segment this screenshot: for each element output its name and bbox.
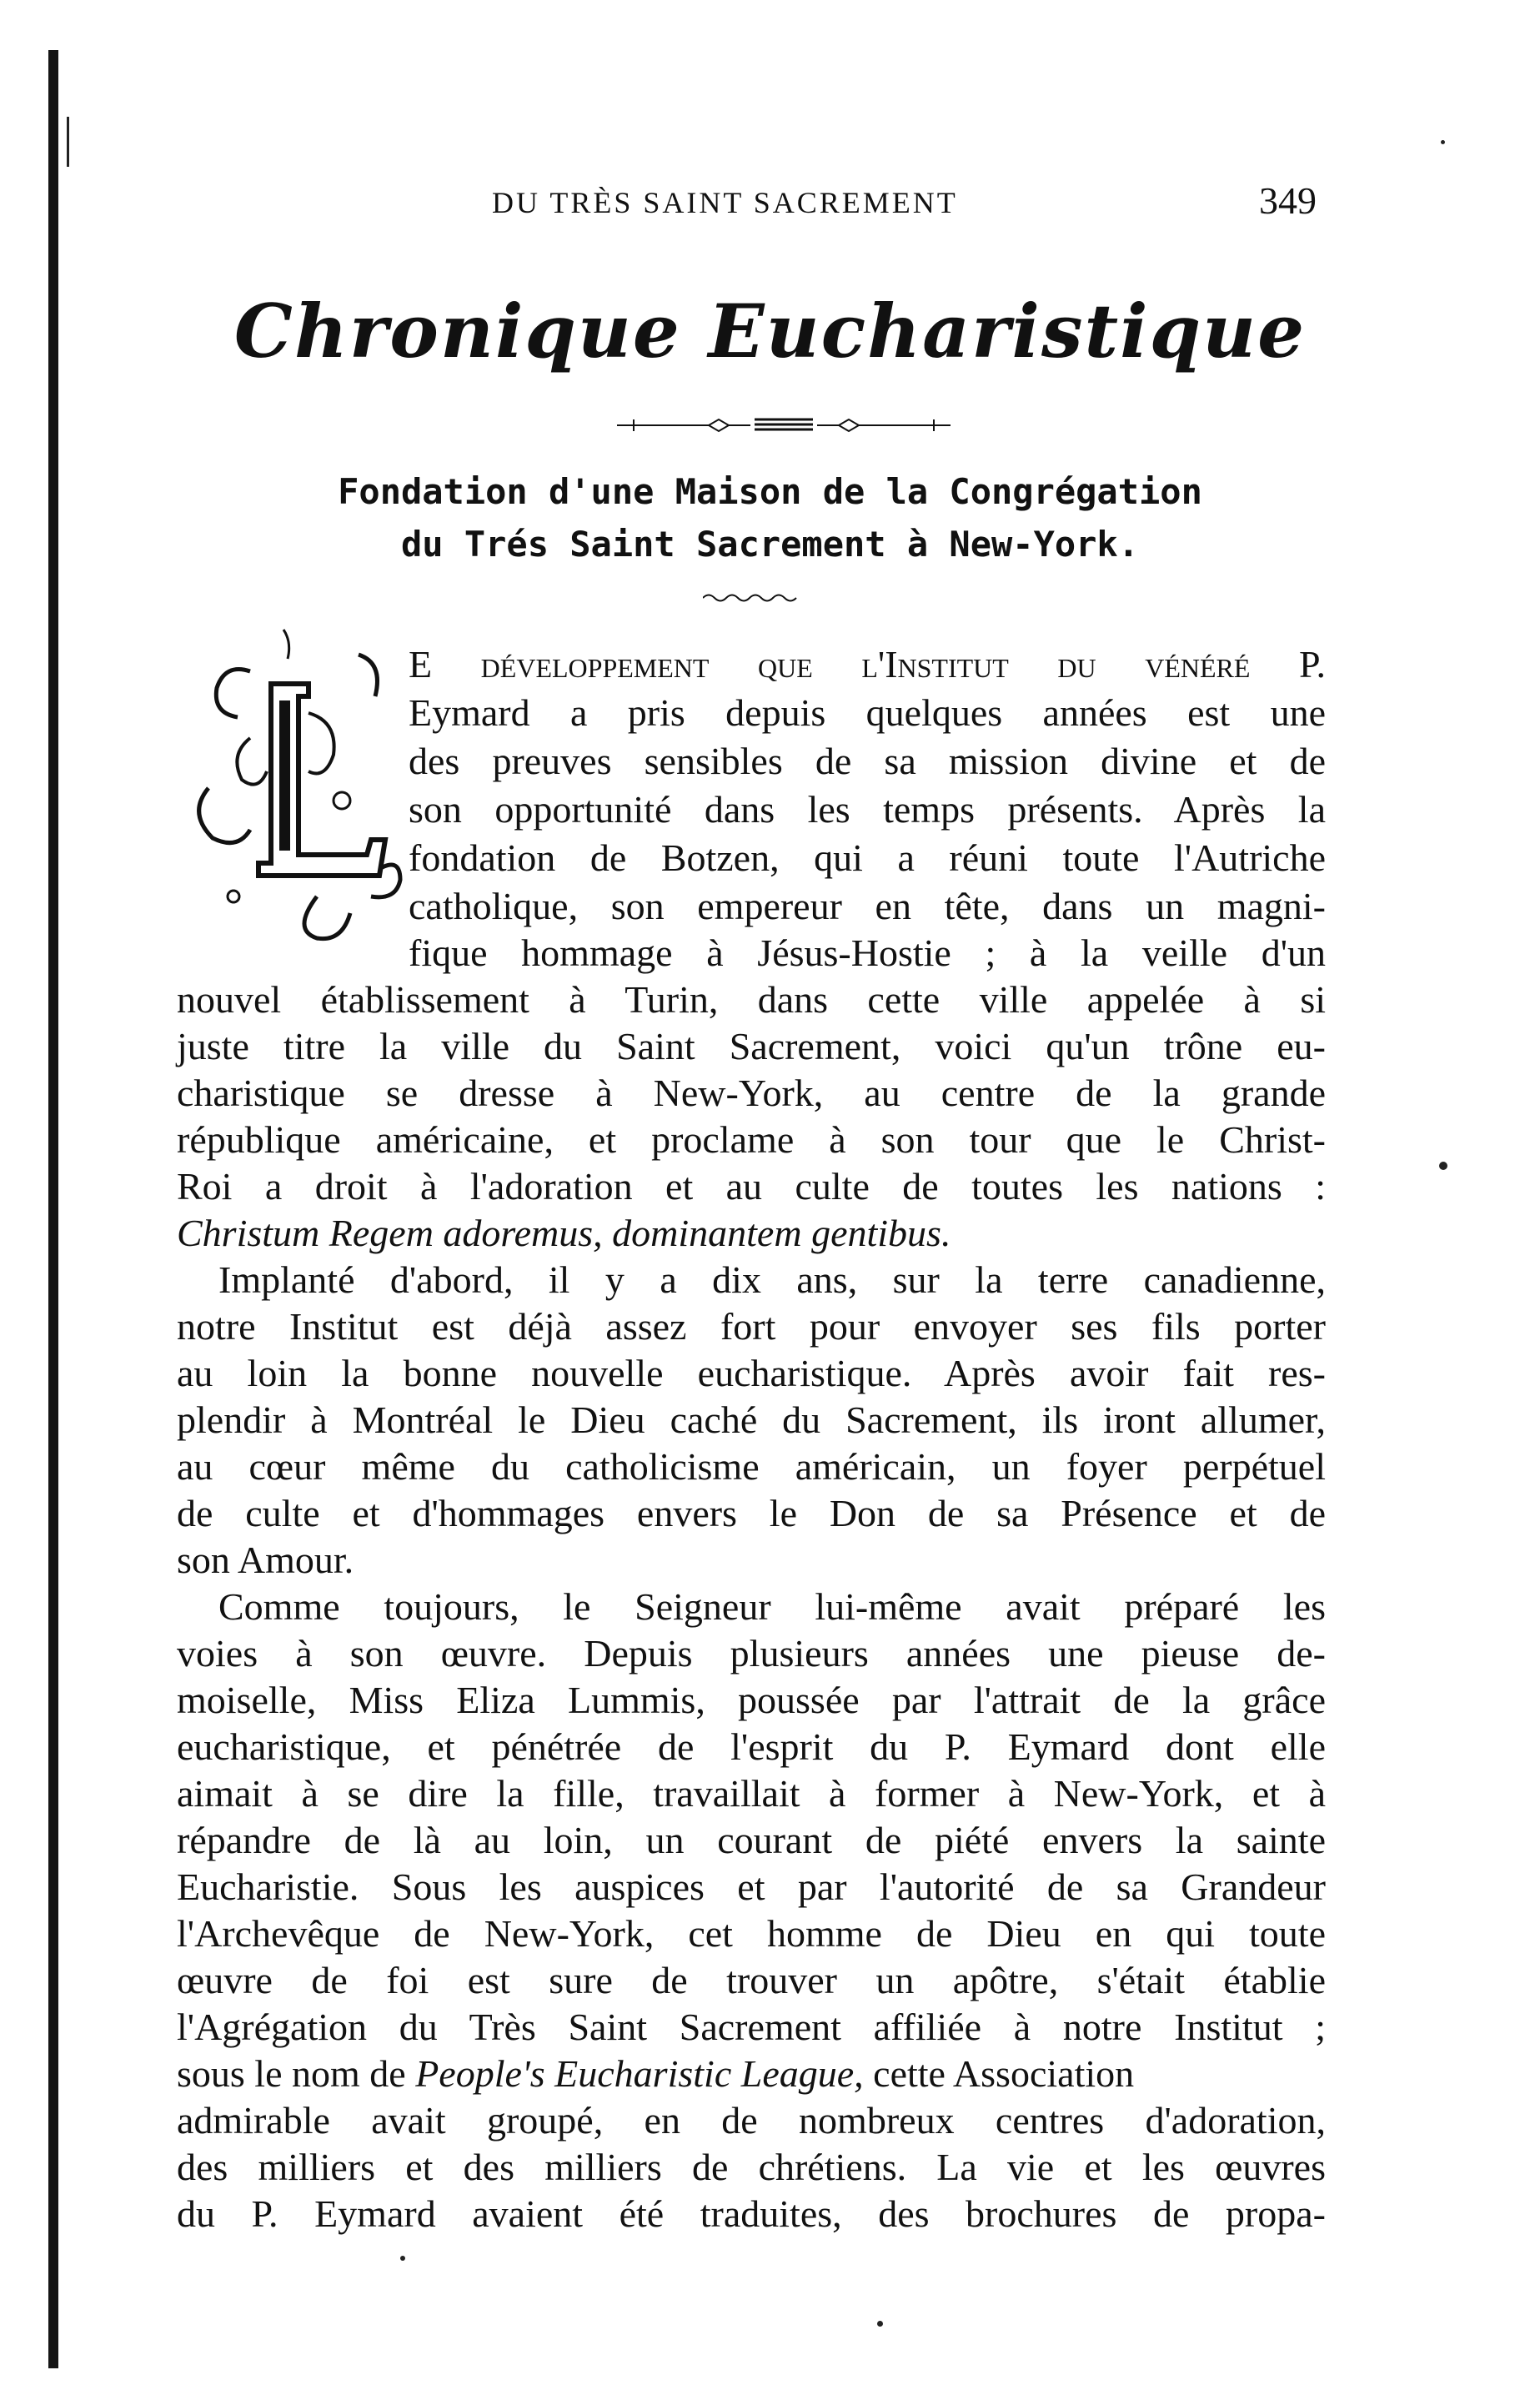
text-line: sous le nom de People's Eucharistic League, cette Association <box>177 2052 1135 2095</box>
title-ornament <box>617 413 951 438</box>
text-line: moiselle, Miss Eliza Lummis, poussée par l'attrait de la grâce <box>177 1679 1326 1721</box>
text-line: Eucharistie. Sous les auspices et par l'autorité de sa Grandeur <box>177 1865 1326 1908</box>
text-line: Comme toujours, le Seigneur lui-même avait préparé les <box>218 1585 1326 1628</box>
section-title: Chronique Eucharistique <box>233 288 1307 374</box>
subtitle-line-1: Fondation d'une Maison de la Congrégation <box>338 471 1202 512</box>
text-line: charistique se dresse à New-York, au centre de la grande <box>177 1072 1326 1114</box>
text-line: catholique, son empereur en tête, dans un magni- <box>409 885 1326 927</box>
text-line: république américaine, et proclame à son tour que le Christ- <box>177 1118 1326 1161</box>
page-number: 349 <box>1259 179 1317 222</box>
text-line: du P. Eymard avaient été traduites, des brochures de propa- <box>177 2192 1326 2235</box>
text-line: fondation de Botzen, qui a réuni toute l'Autriche <box>409 836 1326 879</box>
binding-mark <box>67 117 69 167</box>
scan-speck <box>400 2256 405 2261</box>
text-line: son Amour. <box>177 1539 354 1581</box>
scan-speck <box>1441 140 1445 144</box>
divider-squiggle <box>703 592 799 604</box>
running-head: DU TRÈS SAINT SACREMENT <box>492 186 958 219</box>
text-line: Roi a droit à l'adoration et au culte de toutes les nations : <box>177 1165 1326 1208</box>
text-line: l'Archevêque de New-York, cet homme de Dieu en qui toute <box>177 1912 1326 1955</box>
text-line: l'Agrégation du Très Saint Sacrement affiliée à notre Institut ; <box>177 2006 1326 2048</box>
text-line: aimait à se dire la fille, travaillait à former à New-York, et à <box>177 1772 1326 1815</box>
binding-edge <box>48 50 58 2368</box>
text-line: au cœur même du catholicisme américain, un foyer perpétuel <box>177 1445 1326 1488</box>
subtitle-line-2: du Trés Saint Sacrement à New-York. <box>400 524 1139 565</box>
text-line: eucharistique, et pénétrée de l'esprit du P. Eymard dont elle <box>177 1725 1326 1768</box>
text-line: de culte et d'hommages envers le Don de sa Présence et de <box>177 1492 1326 1534</box>
text-line: Implanté d'abord, il y a dix ans, sur la terre canadienne, <box>218 1258 1326 1301</box>
text-line: des milliers et des milliers de chrétiens. La vie et les œuvres <box>177 2146 1326 2188</box>
text-line: notre Institut est déjà assez fort pour envoyer ses fils porter <box>177 1305 1326 1348</box>
text-line: répandre de là au loin, un courant de piété envers la sainte <box>177 1819 1326 1861</box>
latin-quote: Christum Regem adoremus, dominantem gentibus. <box>177 1212 951 1254</box>
scan-speck <box>877 2321 883 2327</box>
text-line: plendir à Montréal le Dieu caché du Sacrement, ils iront allumer, <box>177 1398 1326 1441</box>
text-line: fique hommage à Jésus-Hostie ; à la veille d'un <box>409 931 1326 974</box>
text-line: nouvel établissement à Turin, dans cette ville appelée à si <box>177 978 1326 1021</box>
text-line: voies à son œuvre. Depuis plusieurs années une pieuse de- <box>177 1632 1326 1675</box>
text-line: œuvre de foi est sure de trouver un apôtre, s'était établie <box>177 1959 1326 2001</box>
league-name: People's Eucharistic League, <box>415 2052 864 2095</box>
scan-speck <box>1439 1162 1447 1170</box>
text-line: Eymard a pris depuis quelques années est une <box>409 691 1326 734</box>
text-line: son opportunité dans les temps présents. Après la <box>409 788 1326 831</box>
text-line: des preuves sensibles de sa mission divine et de <box>409 740 1326 782</box>
text-line: E développement que l'Institut du vénéré P. <box>409 643 1326 685</box>
text-line: admirable avait groupé, en de nombreux centres d'adoration, <box>177 2099 1326 2141</box>
text-line: juste titre la ville du Saint Sacrement, voici qu'un trône eu- <box>177 1025 1326 1067</box>
text-line: au loin la bonne nouvelle eucharistique. Après avoir fait res- <box>177 1352 1326 1394</box>
ornate-initial-L <box>192 621 409 955</box>
